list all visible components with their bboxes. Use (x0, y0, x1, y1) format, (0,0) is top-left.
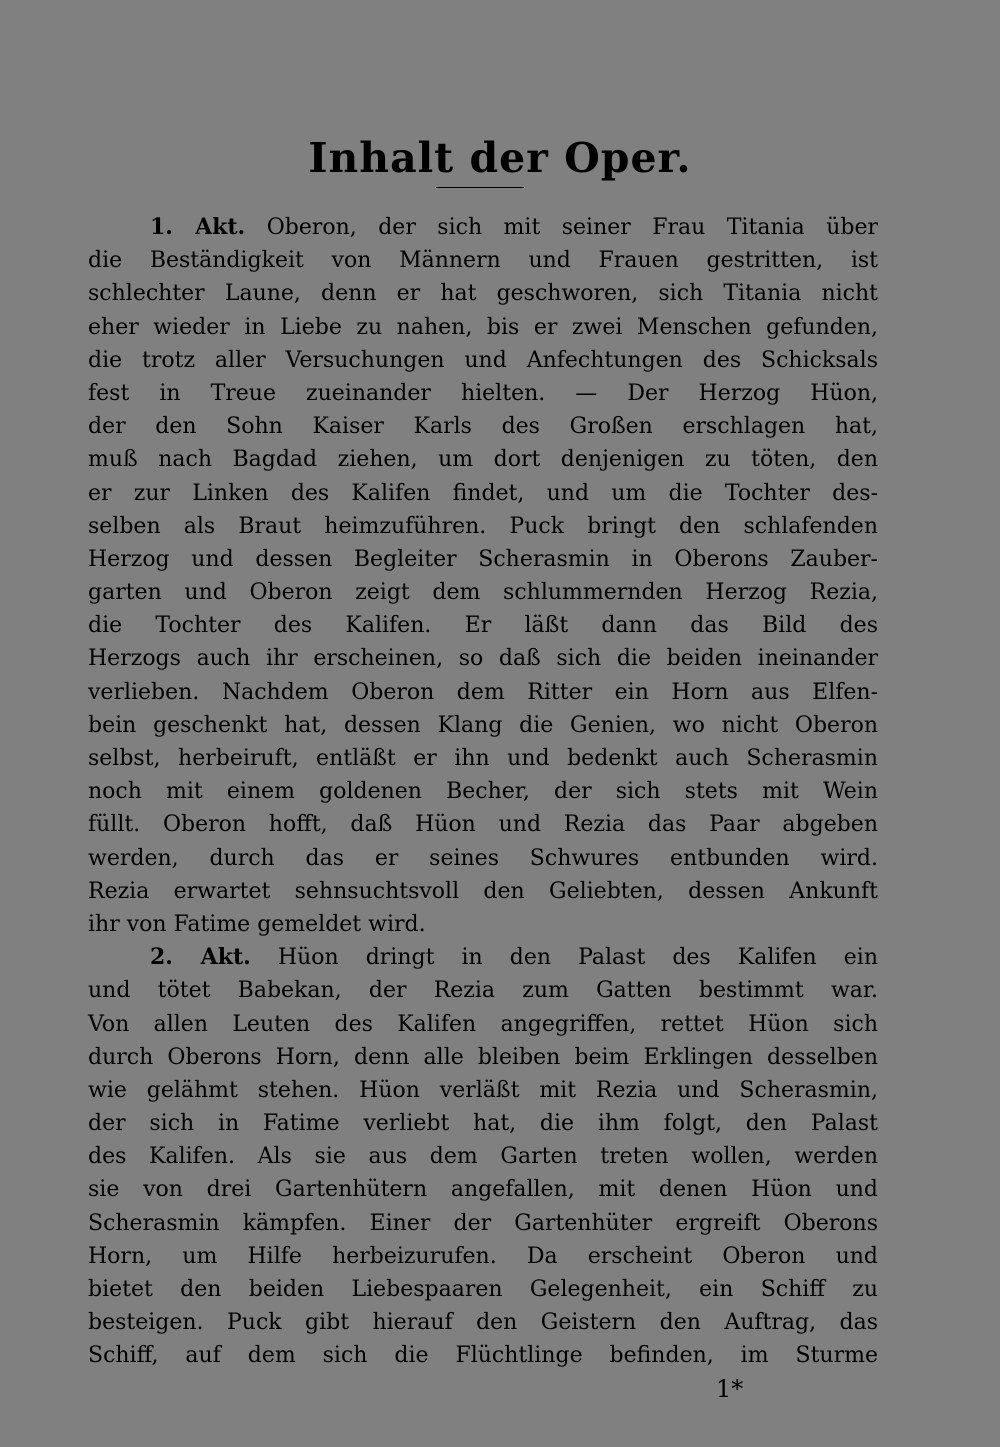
text-line: die trotz aller Versuchungen und Anfechtungen des Schicksals (88, 347, 878, 373)
text-line: der den Sohn Kaiser Karls des Großen erschlagen hat, (88, 414, 878, 440)
text-line: Von allen Leuten des Kalifen angegriffen, rettet Hüon sich (88, 1011, 878, 1037)
text-line: besteigen. Puck gibt hierauf den Geistern den Auftrag, das (88, 1310, 878, 1336)
text-line: verlieben. Nachdem Oberon dem Ritter ein Horn aus Elfen- (88, 679, 878, 705)
text-line: ihr von Fatime gemeldet wird. (88, 911, 426, 937)
text-line: selbst, herbeiruft, entläßt er ihn und bedenkt auch Scherasmin (88, 746, 878, 771)
text-line: Herzog und dessen Begleiter Scherasmin in Oberons Zauber- (88, 546, 878, 572)
page-number: 1* (716, 1375, 744, 1403)
text-line (88, 211, 878, 244)
text-line: die Beständigkeit von Männern und Frauen gestritten, ist (88, 248, 878, 274)
text-line-content: Hüon dringt in den Palast des Kalifen ein (277, 945, 879, 971)
text-line: eher wieder in Liebe zu nahen, bis er zwei Menschen gefunden, (88, 314, 878, 340)
text-line: bietet den beiden Liebespaaren Gelegenheit, ein Schiff zu (88, 1277, 878, 1302)
text-line: sie von drei Gartenhütern angefallen, mit denen Hüon und (88, 1177, 878, 1203)
text-line: der sich in Fatime verliebt hat, die ihm folgt, den Palast (88, 1111, 878, 1137)
text-line (88, 941, 878, 974)
text-line: garten und Oberon zeigt dem schlummernden Herzog Rezia, (88, 580, 878, 606)
text-line: fest in Treue zueinander hielten. — Der Herzog Hüon, (88, 380, 878, 406)
text-line: füllt. Oberon hofft, daß Hüon und Rezia das Paar abgeben (88, 812, 878, 838)
title-divider (436, 187, 524, 188)
text-line: des Kalifen. Als sie aus dem Garten treten wollen, werden (88, 1144, 878, 1170)
text-line: Herzogs auch ihr erscheinen, so daß sich die beiden ineinander (88, 646, 878, 672)
text-line: die Tochter des Kalifen. Er läßt dann das Bild des (88, 613, 878, 639)
body-text (88, 211, 878, 1373)
text-line: Rezia erwartet sehnsuchtsvoll den Geliebten, dessen Ankunft (88, 878, 878, 904)
text-line: und tötet Babekan, der Rezia zum Gatten bestimmt war. (88, 978, 878, 1004)
text-line: schlechter Laune, denn er hat geschworen, sich Titania nicht (88, 281, 878, 307)
act-label: 1. Akt. (150, 214, 246, 240)
text-line: noch mit einem goldenen Becher, der sich stets mit Wein (88, 779, 878, 805)
text-line: Scherasmin kämpfen. Einer der Gartenhüter ergreift Oberons (88, 1210, 878, 1236)
text-line: durch Oberons Horn, denn alle bleiben beim Erklingen desselben (88, 1044, 878, 1070)
text-line: Horn, um Hilfe herbeizurufen. Da erscheint Oberon und (88, 1243, 878, 1269)
text-line: werden, durch das er seines Schwures entbunden wird. (88, 845, 878, 871)
page-title: Inhalt der Oper. (308, 134, 692, 182)
text-line: Schiff, auf dem sich die Flüchtlinge befinden, im Sturme (88, 1343, 878, 1369)
text-line: muß nach Bagdad ziehen, um dort denjenigen zu töten, den (88, 447, 878, 473)
text-line: selben als Braut heimzuführen. Puck bringt den schlafenden (88, 513, 878, 539)
text-line: er zur Linken des Kalifen findet, und um die Tochter des- (88, 480, 878, 506)
act-label: 2. Akt. (150, 944, 251, 971)
text-line-content: Oberon, der sich mit seiner Frau Titania über (266, 215, 879, 240)
text-line: wie gelähmt stehen. Hüon verläßt mit Rezia und Scherasmin, (88, 1077, 878, 1103)
text-line: bein geschenkt hat, dessen Klang die Genien, wo nicht Oberon (88, 712, 878, 738)
